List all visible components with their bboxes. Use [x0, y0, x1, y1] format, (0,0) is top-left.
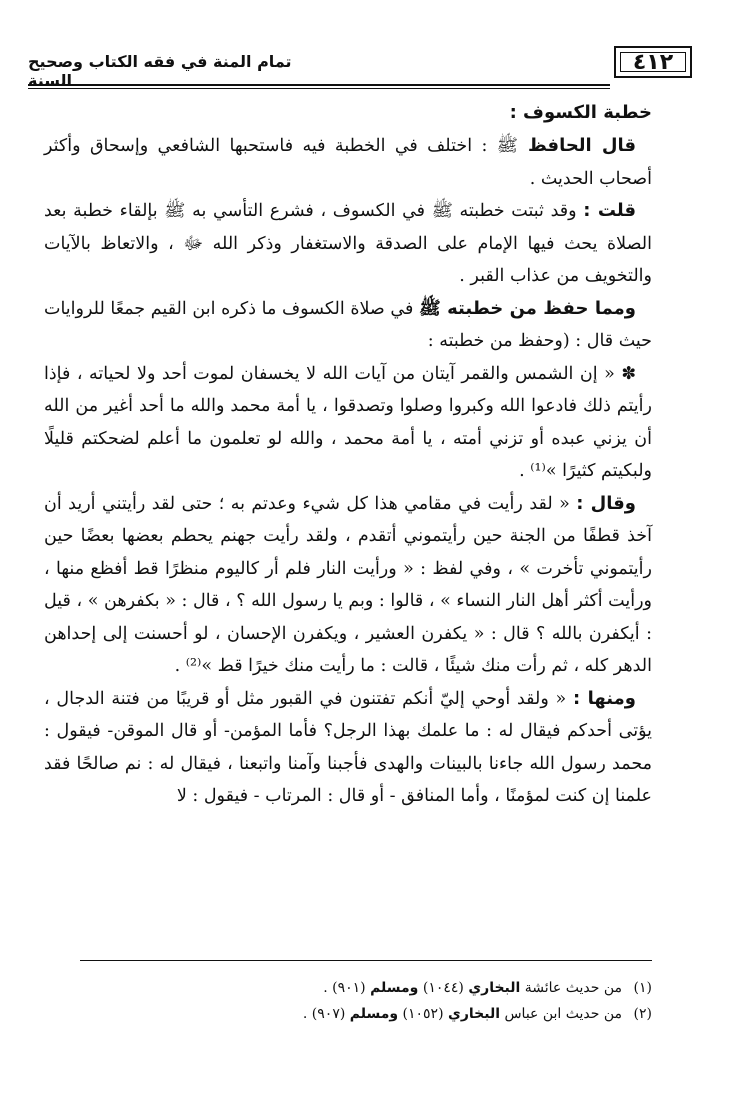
asterisk-icon: ✽: [621, 363, 636, 384]
footnote: [80, 975, 652, 1001]
footnote-ref: (٩٠١) .: [323, 980, 371, 996]
paragraph-hadith-3: [44, 683, 652, 813]
honorific: ﷺ: [496, 136, 518, 156]
footnote-rule: [80, 960, 652, 961]
footnote-ref: (٩٠٧) .: [302, 1006, 350, 1022]
section-heading: خطبة الكسوف :: [509, 102, 652, 123]
footnote-ref: (١٠٥٢): [398, 1006, 448, 1022]
main-text: [44, 96, 652, 813]
header-rule-thin: [28, 88, 610, 89]
paragraph-text: في صلاة الكسوف ما ذكره ابن القيم جمعًا للروايات حيث قال : (وحفظ من خطبته :: [44, 298, 652, 351]
running-title: تمام المنة في فقه الكتاب وصحيح السنة: [28, 52, 292, 90]
footnote-ref: (١٠٤٤): [418, 980, 469, 996]
footnote-number: (٢): [633, 1006, 652, 1022]
footnote-text: من حديث ابن عباس: [500, 1006, 622, 1022]
header-rule: [28, 84, 610, 86]
paragraph-text: وقد ثبتت خطبته ﷺ في الكسوف ، فشرع التأسي به ﷺ بإلقاء خطبة بعد الصلاة يحث فيها الإمام على الصدقة والاستغفار وذكر الله ﷻ ، والاتعاظ بالآيات والتخويف من عذاب القبر .: [44, 201, 652, 286]
footnote-source: البخاري: [448, 1006, 501, 1022]
paragraph-lead: وقال :: [576, 492, 636, 514]
paragraph-text: : اختلف في الخطبة فيه فاستحبها الشافعي وإسحاق وأكثر أصحاب الحديث .: [44, 136, 652, 189]
paragraph-lead: ومما حفظ من خطبته ﷺ: [419, 297, 636, 319]
footnote-source: ومسلم: [349, 1006, 399, 1022]
footnote-text: من حديث عائشة: [520, 980, 622, 996]
paragraph-hadith-1: [44, 358, 652, 488]
footnote-source: البخاري: [468, 980, 521, 996]
paragraph-text: « لقد رأيت في مقامي هذا كل شيء وعدتم به ؛ حتى لقد رأيتني أريد أن آخذ قطفًا من الجنة حين رأيتموني أتقدم ، ولقد رأيت جهنم يحطم بعضها بعضًا حين رأيتموني تأخرت » ، وفي لفظ : « ورأيت النار فلم أر كاليوم منظرًا قط أفظع منها ، ورأيت أكثر أهل النار النساء » ، قالوا : وبم يا رسول الله ؟ ، قال : « بكفرهن » ، قيل : أيكفرن بالله ؟ قال : « يكفرن العشير ، ويكفرن الإحسان ، لو أحسنت إلى إحداهن الدهر كله ، ثم رأت منك شيئًا ، قالت : ما رأيت منك خيرًا قط »⁽²⁾ .: [44, 493, 652, 676]
page-number: ٤١٢: [632, 50, 674, 75]
paragraph-khutbah-intro: [44, 293, 652, 358]
page-header: [28, 40, 692, 92]
paragraph-text: « ولقد أوحي إليّ أنكم تفتنون في القبور مثل أو قريبًا من فتنة الدجال ، يؤتى أحدكم فيقال له : ما علمك بهذا الرجل؟ فأما المؤمن- أو قال الموقن- فيقول : محمد رسول الله جاءنا بالبينات والهدى فأجبنا وآمنا واتبعنا ، فيقال له : نم صالحًا فقد علمنا إن كنت لمؤمنًا ، وأما المنافق - أو قال : المرتاب - فيقول : لا: [44, 688, 652, 806]
paragraph-qultu: [44, 195, 652, 293]
paragraph-text: « إن الشمس والقمر آيتان من آيات الله لا يخسفان لموت أحد ولا لحياته ، فإذا رأيتم ذلك فادعوا الله وكبروا وصلوا وتصدقوا ، يا أمة محمد والله ما أحد أغير من الله أن يزني عبده أو تزني أمته ، يا أمة محمد ، والله لو تعلمون ما أعلم لضحكتم قليلًا ولبكيتم كثيرًا »⁽¹⁾ .: [44, 363, 652, 481]
paragraph-lead: ومنها :: [573, 687, 636, 709]
footnote-number: (١): [633, 980, 652, 996]
footnotes: [80, 975, 652, 1027]
page-number-frame: [614, 46, 692, 78]
footnote-source: ومسلم: [370, 980, 419, 996]
paragraph-hadith-2: [44, 488, 652, 683]
footnote: [80, 1001, 652, 1027]
paragraph-lead: قال الحافظ: [517, 135, 636, 156]
paragraph-hafiz: [44, 130, 652, 195]
paragraph-lead: قلت :: [583, 200, 637, 221]
